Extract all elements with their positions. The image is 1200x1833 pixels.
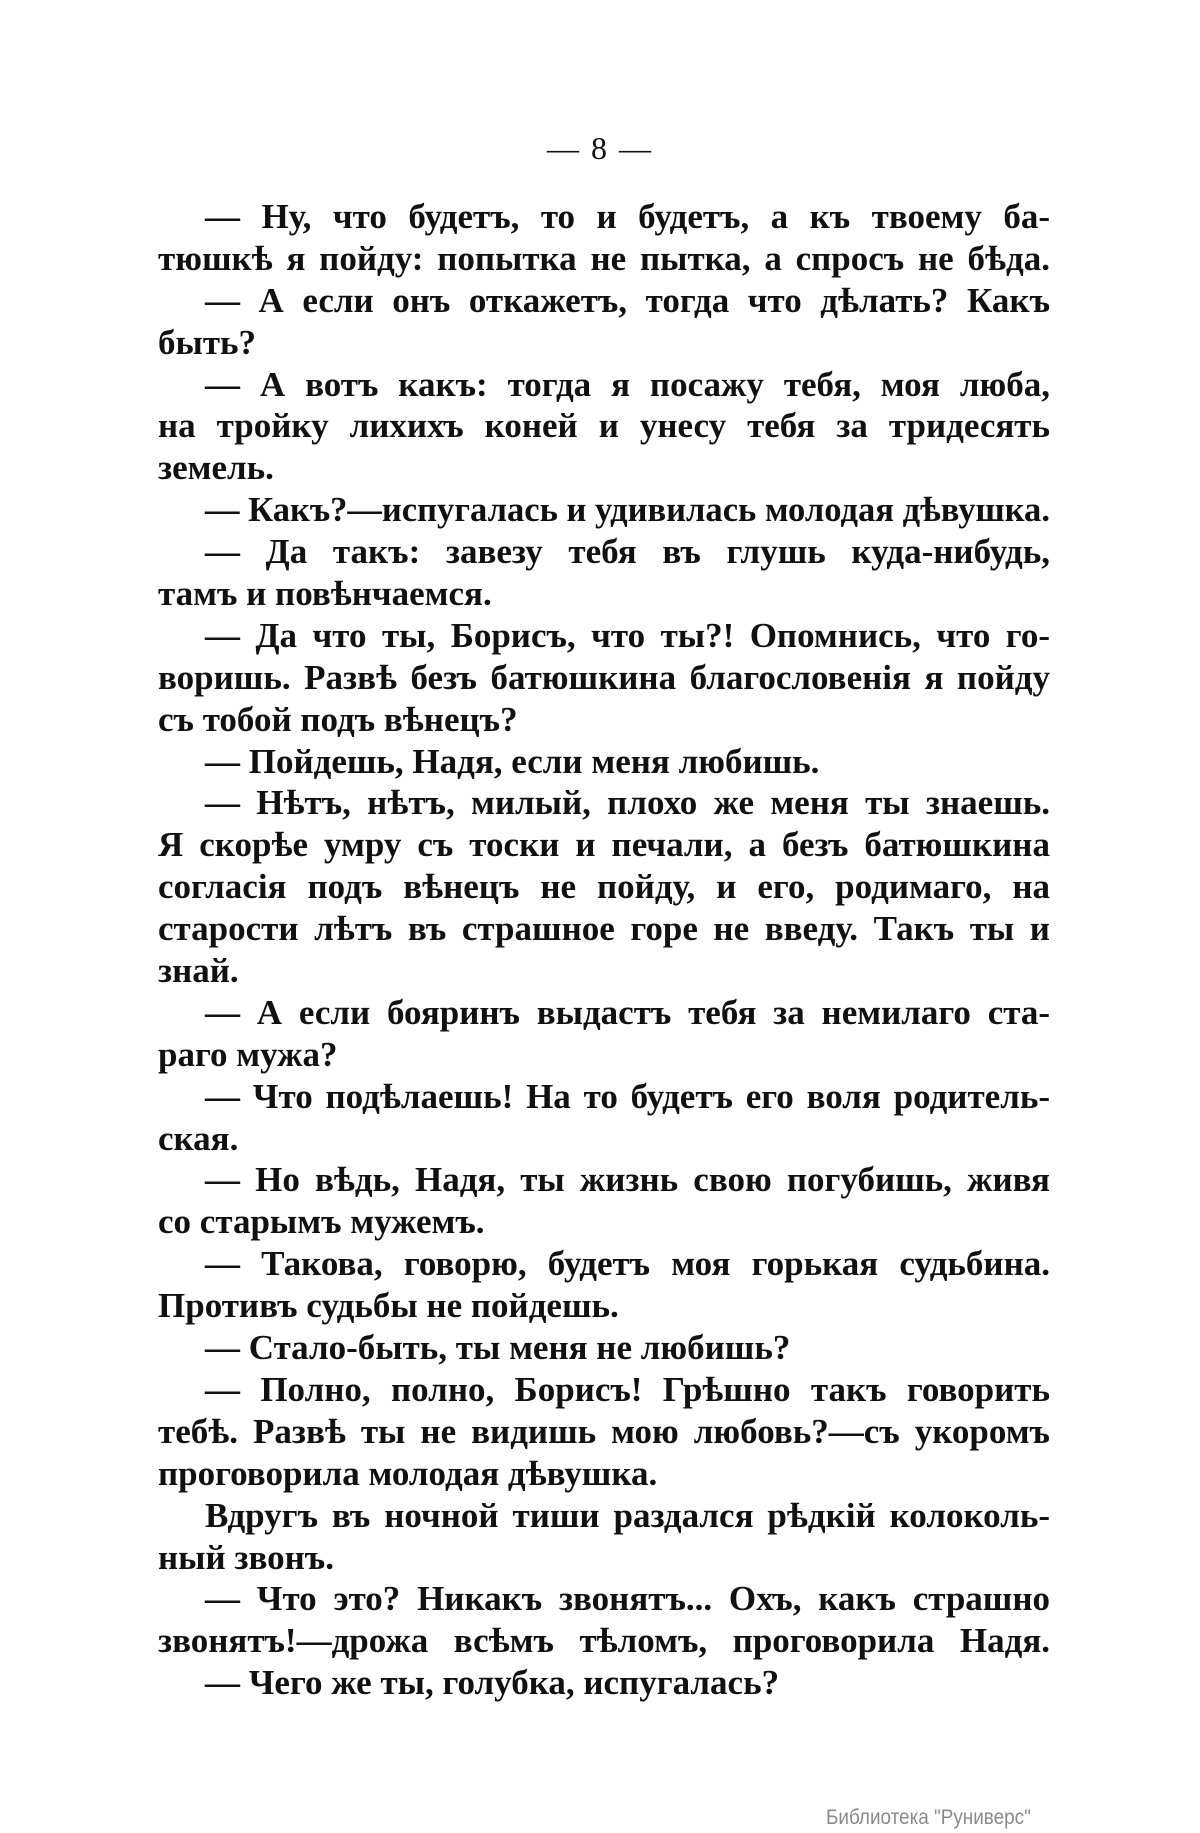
text-line xyxy=(158,573,1050,615)
text-line xyxy=(158,447,1050,489)
text-line xyxy=(158,615,1050,657)
text-line xyxy=(158,1118,1050,1160)
text-line-content: — Полно, полно, Борисъ! Грѣшно такъ говорить xyxy=(205,1369,1050,1409)
body-text xyxy=(158,196,1050,1704)
text-line-content: раго мужа? xyxy=(158,1034,338,1074)
text-line xyxy=(158,908,1050,950)
text-line xyxy=(158,1285,1050,1327)
text-line-content: — Да такъ: завезу тебя въ глушь куда-нибудь, xyxy=(205,532,1050,572)
text-line-content: — Что подѣлаешь! На то будетъ его воля родитель- xyxy=(205,1076,1050,1116)
text-line xyxy=(158,866,1050,908)
text-line-content: звонятъ!—дрожа всѣмъ тѣломъ, проговорила Надя. xyxy=(158,1621,1050,1661)
text-line xyxy=(158,1369,1050,1411)
text-line-content: тюшкѣ я пойду: попытка не пытка, а спросъ не бѣда. xyxy=(158,238,1050,278)
text-line-content: — Да что ты, Борисъ, что ты?! Опомнись, что го- xyxy=(205,615,1050,655)
text-line-content: — А если онъ откажетъ, тогда что дѣлать? Какъ xyxy=(205,280,1050,320)
text-line-content: старости лѣтъ въ страшное горе не введу. Такъ ты и xyxy=(158,909,1050,949)
text-line-content: Я скорѣе умру съ тоски и печали, а безъ батюшкина xyxy=(158,825,1050,865)
text-line xyxy=(158,531,1050,573)
text-line-content: тамъ и повѣнчаемся. xyxy=(158,574,492,614)
text-line-content: — Нѣтъ, нѣтъ, милый, плохо же меня ты знаешь. xyxy=(205,783,1050,823)
text-line-content: знай. xyxy=(158,951,239,991)
text-line-content: Противъ судьбы не пойдешь. xyxy=(158,1286,619,1326)
text-line xyxy=(158,1243,1050,1285)
text-line-content: Вдругъ въ ночной тиши раздался рѣдкій колоколь- xyxy=(205,1495,1050,1535)
text-line xyxy=(158,699,1050,741)
text-line xyxy=(158,1201,1050,1243)
text-line-content: съ тобой подъ вѣнецъ? xyxy=(158,699,518,739)
text-line xyxy=(158,1662,1050,1704)
text-line-content: проговорила молодая дѣвушка. xyxy=(158,1453,658,1493)
text-line-content: земель. xyxy=(158,448,274,488)
text-line xyxy=(158,1327,1050,1369)
text-line-content: — Пойдешь, Надя, если меня любишь. xyxy=(205,741,820,781)
text-line-content: — Чего же ты, голубка, испугалась? xyxy=(205,1663,780,1703)
text-line xyxy=(158,1495,1050,1537)
text-line xyxy=(158,1578,1050,1620)
text-line xyxy=(158,405,1050,447)
text-line xyxy=(158,196,1050,238)
text-line xyxy=(158,1411,1050,1453)
text-line-content: ный звонъ. xyxy=(158,1537,334,1577)
text-line xyxy=(158,238,1050,280)
page-number: — 8 — xyxy=(547,130,653,166)
text-line xyxy=(158,1076,1050,1118)
text-line-content: тебѣ. Развѣ ты не видишь мою любовь?—съ укоромъ xyxy=(158,1411,1050,1451)
text-line-content: — Но вѣдь, Надя, ты жизнь свою погубишь, живя xyxy=(205,1160,1050,1200)
text-line xyxy=(158,782,1050,824)
text-line xyxy=(158,364,1050,406)
text-line xyxy=(158,657,1050,699)
text-line-content: — Такова, говорю, будетъ моя горькая судьбина. xyxy=(205,1244,1050,1284)
text-line xyxy=(158,1159,1050,1201)
text-line xyxy=(158,489,1050,531)
text-line xyxy=(158,950,1050,992)
text-line-content: воришь. Развѣ безъ батюшкина благословенія я пойду xyxy=(158,657,1050,697)
text-line-content: — А если бояринъ выдастъ тебя за немилаго ста- xyxy=(205,992,1050,1032)
text-line xyxy=(158,1620,1050,1662)
text-line-content: согласія подъ вѣнецъ не пойду, и его, родимаго, на xyxy=(158,867,1050,907)
text-line-content: — Какъ?—испугалась и удивилась молодая дѣвушка. xyxy=(205,490,1050,530)
text-line-content: ская. xyxy=(158,1118,239,1158)
text-line-content: со старымъ мужемъ. xyxy=(158,1202,485,1242)
text-line-content: — Ну, что будетъ, то и будетъ, а къ твоему ба- xyxy=(205,197,1050,236)
text-line xyxy=(158,824,1050,866)
text-line-content: на тройку лихихъ коней и унесу тебя за тридесять xyxy=(158,406,1050,446)
text-line-content: — Стало-быть, ты меня не любишь? xyxy=(205,1328,791,1368)
text-line-content: — Что это? Никакъ звонятъ... Охъ, какъ страшно xyxy=(205,1579,1050,1619)
text-line xyxy=(158,741,1050,783)
text-line xyxy=(158,1453,1050,1495)
text-line xyxy=(158,280,1050,322)
text-line xyxy=(158,322,1050,364)
library-watermark: Библиотека "Руниверс" xyxy=(826,1806,1031,1829)
text-line xyxy=(158,1034,1050,1076)
text-line-content: — А вотъ какъ: тогда я посажу тебя, моя люба, xyxy=(205,364,1050,404)
text-line-content: быть? xyxy=(158,322,257,362)
text-line xyxy=(158,992,1050,1034)
text-line xyxy=(158,1537,1050,1579)
